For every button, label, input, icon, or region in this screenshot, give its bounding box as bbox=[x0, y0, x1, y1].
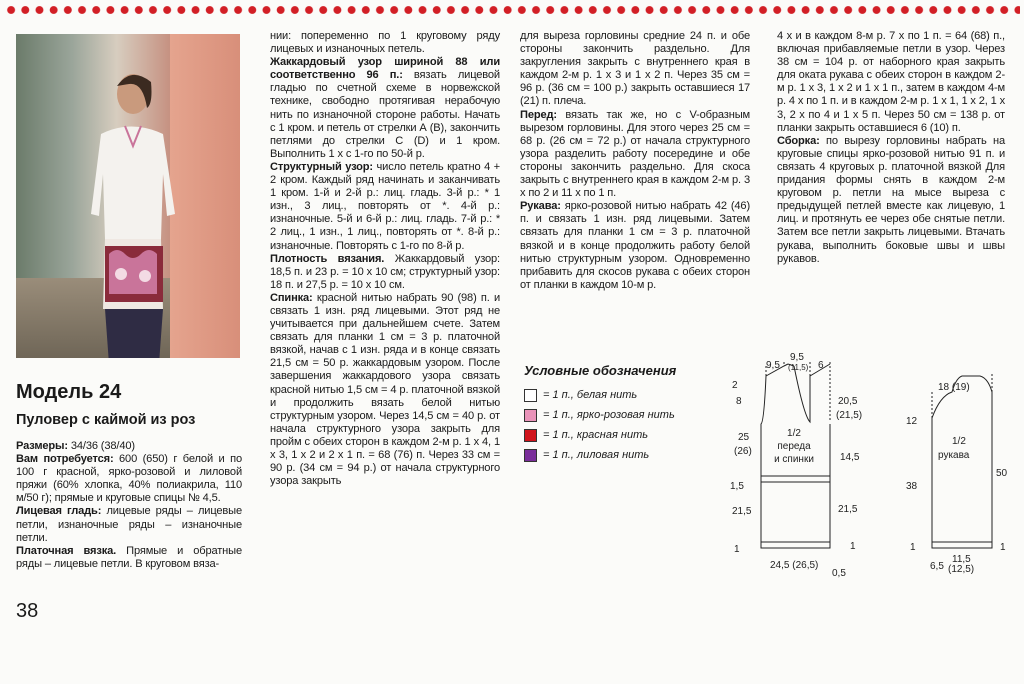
model-photo bbox=[16, 34, 240, 358]
stockinette-text: лицевые ряды – лицевые петли, изнаночные ряды – изнаночные петли. bbox=[16, 505, 243, 544]
back-continued: для выреза горловины средние 24 п. и обе стороны закончить раздельно. Для закругления закрыть с внутреннего края в каждом 2-м р. 1 х 3 и 1 х 2 п. Через 35 см = 96 р. (36 см = 100 р.) закрыть оставшиеся 17 (21) п. плеча. bbox=[520, 30, 750, 108]
textured-paragraph bbox=[270, 161, 500, 253]
sleeves-continued: 4 х и в каждом 8-м р. 7 х по 1 п. = 64 (68) п., включая прибавляемые петли в узор. Через 38 см = 104 р. от наборного края закрыть для оката рукава с обеих сторон в каждом 2-м р. 1 х 3, 1 х 2 и 1 х 1 п., затем в каждом 4-м р. 4 х по 1 п. и в каждом 2-м р. 1 х 1, 1 х 2, 1 х 3, 2 х по 4 и 1 х 5 п. Через 50 см = 138 р. от планки закрыть оставшиеся 6 (10) п. bbox=[777, 30, 1005, 134]
sleeve-dim-top: 18 (19) bbox=[938, 382, 970, 393]
textured-text: число петель кратно 4 + 2 кром. Каждый ряд начинать и заканчивать 1 кром. 1-й и 2-й р.: лиц. гладь. 3-й р.: * 1 изн., 3 лиц., повторять от *. 4-й р.: изнаночные. 5-й и 6-й р.: лиц. гладь. 7-й р.: * 2 лиц., 1 изн., 1 лиц., повторять от *. 8-й р.: изнаночные. Повторять с 1-го по 8-й р. bbox=[270, 160, 500, 252]
sizes-paragraph bbox=[16, 440, 242, 453]
dim-top-2: 9,5 bbox=[790, 352, 804, 363]
sleeves-label: Рукава: bbox=[520, 200, 561, 213]
back-paragraph bbox=[270, 292, 500, 488]
dim-top-2b: (11,5) bbox=[788, 363, 809, 372]
instructions-column-2 bbox=[270, 30, 500, 488]
dim-left-1: 1 bbox=[734, 544, 740, 555]
sleeve-dim-50: 50 bbox=[996, 468, 1008, 479]
body-label-2: переда bbox=[777, 441, 811, 452]
page-number: 38 bbox=[16, 600, 39, 622]
sleeve-dim-65: 6,5 bbox=[930, 561, 944, 572]
materials-column bbox=[16, 440, 242, 571]
front-paragraph bbox=[520, 109, 750, 201]
dim-left-25: 25 bbox=[738, 432, 750, 443]
sleeve-dim-125: (12,5) bbox=[948, 564, 975, 575]
body-label-1: 1/2 bbox=[787, 428, 801, 439]
stockinette-label: Лицевая гладь: bbox=[16, 505, 102, 518]
front-label: Перед: bbox=[520, 108, 557, 121]
dim-left-26: (26) bbox=[734, 446, 752, 457]
legend-item bbox=[524, 405, 724, 425]
sleeve-dim-12: 12 bbox=[906, 416, 918, 427]
legend-swatch bbox=[524, 449, 537, 462]
legend-label: = 1 п., лиловая нить bbox=[543, 449, 650, 461]
body-label-3: и спинки bbox=[774, 454, 814, 465]
dim-left-2: 2 bbox=[732, 380, 738, 391]
sizes-text: 34/36 (38/40) bbox=[67, 440, 135, 452]
legend-item bbox=[524, 445, 724, 465]
assembly-paragraph bbox=[777, 135, 1005, 266]
legend-item bbox=[524, 385, 724, 405]
top-dotted-border bbox=[4, 3, 1020, 17]
materials-text: 600 (650) г белой и по 100 г красной, ярко-розовой и лиловой пряжи (60% хлопка, 40% полиакрила, 110 м/50 г); прямые и круговые спицы № 4,5. bbox=[16, 453, 242, 505]
sleeves-text: ярко-розовой нитью набрать 42 (46) п. и связать 1 изн. ряд лицевыми. Затем связать для планки 1 см = 3 р. платочной вязкой и в конце продолжить работу белой нитью структурным узором. Одновременно прибавить для скосов рукава с обеих сторон от планки в каждом 10-м р. bbox=[520, 200, 750, 291]
legend-swatch bbox=[524, 409, 537, 422]
dim-left-15: 1,5 bbox=[730, 481, 744, 492]
sleeve-label-1: 1/2 bbox=[952, 436, 966, 447]
sizes-label: Размеры: bbox=[16, 440, 68, 452]
gauge-label: Плотность вязания. bbox=[270, 252, 385, 265]
photo-person bbox=[71, 64, 191, 358]
sleeves-paragraph bbox=[520, 200, 750, 292]
dim-right-205: 20,5 bbox=[838, 396, 858, 407]
legend-label: = 1 п., красная нить bbox=[543, 429, 649, 441]
model-subtitle: Пуловер с каймой из роз bbox=[16, 412, 196, 428]
gauge-text: Жаккардовый узор: 18,5 п. и 23 р. = 10 х 10 см; структурный узор: 18 п. и 27,5 р. = 10 х 10 см. bbox=[270, 252, 500, 291]
textured-label: Структурный узор: bbox=[270, 160, 373, 173]
dim-top-3: 6 bbox=[818, 360, 824, 371]
dim-bottom-width: 24,5 (26,5) bbox=[770, 560, 819, 571]
dim-right-215: 21,5 bbox=[838, 504, 858, 515]
sleeve-dim-1: 1 bbox=[910, 542, 916, 553]
dim-bottom-05: 0,5 bbox=[832, 568, 846, 579]
legend-swatch bbox=[524, 429, 537, 442]
gauge-paragraph bbox=[270, 253, 500, 292]
dim-left-8: 8 bbox=[736, 396, 742, 407]
legend bbox=[524, 362, 724, 465]
garter-label: Платочная вязка. bbox=[16, 544, 117, 557]
materials-paragraph bbox=[16, 453, 242, 505]
model-title: Модель 24 bbox=[16, 381, 122, 403]
dim-right-215b: (21,5) bbox=[836, 410, 863, 421]
garter-paragraph bbox=[16, 545, 242, 571]
legend-item bbox=[524, 425, 724, 445]
sleeve-dim-115: 11,5 bbox=[952, 554, 971, 565]
assembly-label: Сборка: bbox=[777, 134, 820, 147]
garter-continued: нии: попеременно по 1 круговому ряду лицевых и изнаночных петель. bbox=[270, 30, 500, 56]
back-text: красной нитью набрать 90 (98) п. и связать 1 изн. ряд лицевыми. Этот ряд не учитывается при дальнейшем счете. Затем связать для планки 1 см = 3 р. платочной вязкой, начав с 1 изн. ряда и в конце связать 21,5 см = 50 р. жаккардовым узором. После завершения жаккардового узора связать красной нитью 1,5 см = 4 р. платочной вязкой и продолжить вязать белой нитью структурным узором. Через 14,5 см = 40 р. от начала структурного узора закрыть для пройм с обеих сторон в каждом 2-м р. 1 х 4, 1 х 3, 1 х 2 и 2 х 1 п. = 68 (76) п. Через 33 см = 90 р. (34 см = 94 р.) от начала структурного узора закрыть bbox=[270, 291, 500, 488]
instructions-column-4 bbox=[777, 30, 1005, 266]
garter-text: Прямые и обратные ряды – лицевые петли. В круговом вяза- bbox=[16, 544, 242, 570]
pattern-schematic bbox=[726, 352, 1016, 582]
dim-right-145: 14,5 bbox=[840, 452, 860, 463]
stockinette-paragraph bbox=[16, 505, 242, 544]
back-label: Спинка: bbox=[270, 291, 313, 304]
sleeve-dim-38: 38 bbox=[906, 481, 918, 492]
materials-label: Вам потребуется: bbox=[16, 453, 114, 466]
legend-swatch bbox=[524, 389, 537, 402]
dim-right-1: 1 bbox=[850, 541, 856, 552]
legend-label: = 1 п., белая нить bbox=[543, 389, 638, 401]
jacquard-text: вязать лицевой гладью по счетной схеме в норвежской технике, свободно протягивая нерабочую нить по изнаночной стороне работы. Начать с 1 кром. и петель от стрелки А (В), закончить петлями до стрелки С (D) и 1 кром. Выполнить 1 х с 1-го по 50-й р. bbox=[270, 69, 500, 160]
dim-top-1: 9,5 bbox=[766, 360, 780, 371]
sleeve-label-2: рукава bbox=[938, 450, 970, 461]
legend-label: = 1 п., ярко-розовая нить bbox=[543, 409, 675, 421]
front-text: вязать так же, но с V-образным вырезом горловины. Для этого через 25 см = 68 р. (26 см = 72 р.) от начала структурного узора разделить работу посередине и обе стороны закончить раздельно. Для скоса закрыть с внутреннего края в каждом 2-м р. 3 х по 2 и 11 х по 1 п. bbox=[520, 108, 750, 200]
legend-title: Условные обозначения bbox=[524, 363, 677, 378]
instructions-column-3 bbox=[520, 30, 750, 292]
jacquard-label: Жаккардовый узор шириной 88 или соответственно 96 п.: bbox=[270, 56, 500, 82]
assembly-text: по вырезу горловины набрать на круговые спицы ярко-розовой нитью 91 п. и связать 4 круговых р. платочной вязкой Для придания формы снять в каждом 2-м круговом р. петли на мысе выреза с предыдущей петлей вместе как лицевую, 1 лиц. и протянуть ее через обе снятые петли. Затем все петли закрыть лицевыми. Втачать рукава, выполнить боковые швы и швы рукавов. bbox=[777, 134, 1005, 265]
jacquard-paragraph bbox=[270, 56, 500, 161]
sleeve-dim-right-1: 1 bbox=[1000, 542, 1006, 553]
dim-left-215: 21,5 bbox=[732, 506, 752, 517]
